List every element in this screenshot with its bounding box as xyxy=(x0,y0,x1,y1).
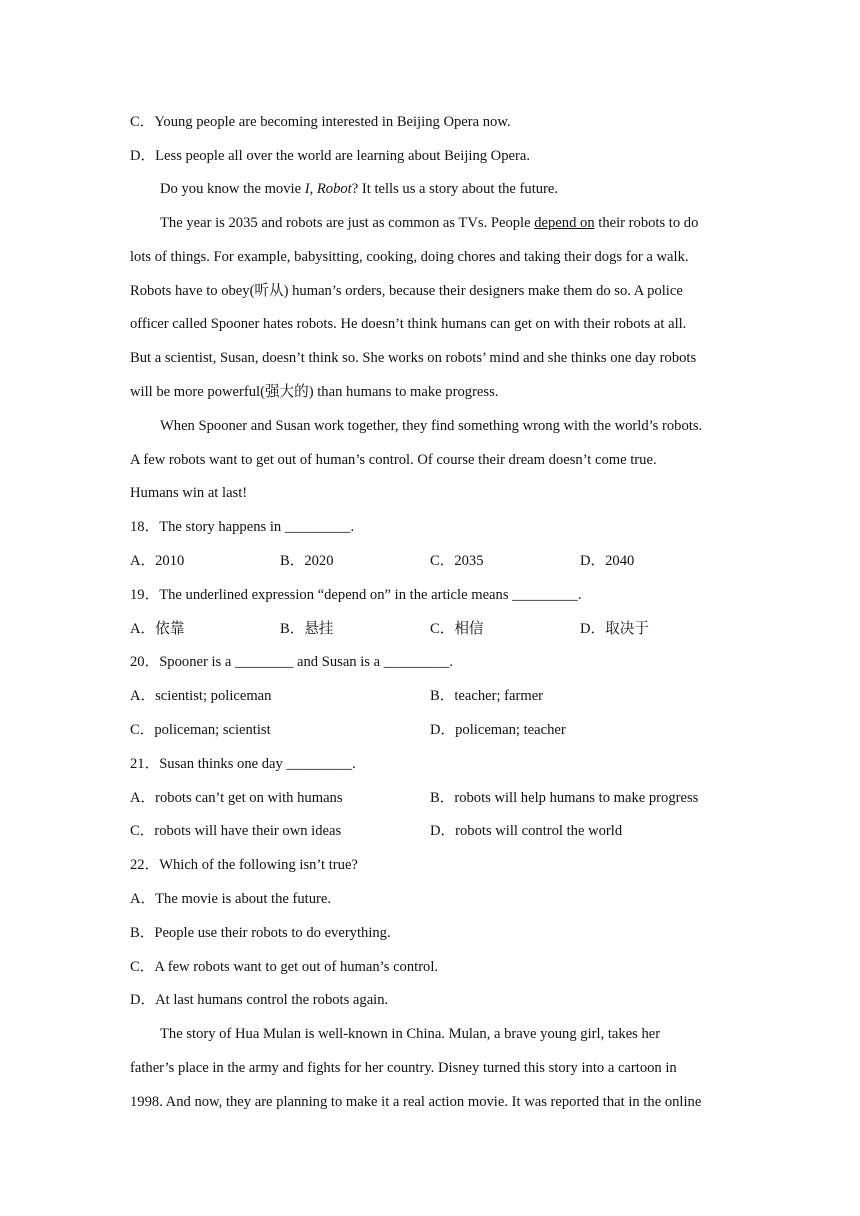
question-22-stem: 22．Which of the following isn’t true? xyxy=(130,857,358,873)
next-passage-line: 1998. And now, they are planning to make it a real action movie. It was reported that in the online xyxy=(130,1094,702,1110)
movie-title: I, Robot xyxy=(304,181,352,197)
q22-option-a[interactable]: A．The movie is about the future. xyxy=(130,891,332,907)
question-19-stem: 19．The underlined expression “depend on” in the article means _________. xyxy=(130,587,582,603)
q21-option-a[interactable]: A．robots can’t get on with humans xyxy=(130,790,343,806)
q20-option-b[interactable]: B．teacher; farmer xyxy=(430,688,544,704)
prev-option-c: C．Young people are becoming interested in Beijing Opera now. xyxy=(130,114,511,130)
q18-option-b[interactable]: B．2020 xyxy=(280,553,334,569)
passage-line: When Spooner and Susan work together, they find something wrong with the world’s robots. xyxy=(160,418,703,434)
q20-option-d[interactable]: D．policeman; teacher xyxy=(430,722,566,738)
question-18-stem: 18．The story happens in _________. xyxy=(130,519,355,535)
question-21-stem: 21．Susan thinks one day _________. xyxy=(130,756,356,772)
q18-option-c[interactable]: C．2035 xyxy=(430,553,484,569)
q19-option-a[interactable]: A．依靠 xyxy=(130,621,185,637)
q22-option-c[interactable]: C．A few robots want to get out of human’s control. xyxy=(130,959,439,975)
q18-option-d[interactable]: D．2040 xyxy=(580,553,635,569)
q19-option-c[interactable]: C．相信 xyxy=(430,621,484,637)
q21-option-c[interactable]: C．robots will have their own ideas xyxy=(130,823,342,839)
underlined-expression: depend on xyxy=(534,215,595,231)
q22-option-b[interactable]: B．People use their robots to do everything. xyxy=(130,925,391,941)
q21-option-d[interactable]: D．robots will control the world xyxy=(430,823,623,839)
q20-option-a[interactable]: A．scientist; policeman xyxy=(130,688,272,704)
passage-line: But a scientist, Susan, doesn’t think so. She works on robots’ mind and she thinks one day robots xyxy=(130,350,697,366)
passage-line: The year is 2035 and robots are just as common as TVs. People depend on their robots to do xyxy=(160,215,699,231)
passage-line: Humans win at last! xyxy=(130,485,248,501)
q18-option-a[interactable]: A．2010 xyxy=(130,553,185,569)
q22-option-d[interactable]: D．At last humans control the robots again. xyxy=(130,992,389,1008)
q19-option-b[interactable]: B．悬挂 xyxy=(280,621,334,637)
next-passage-line: The story of Hua Mulan is well-known in China. Mulan, a brave young girl, takes her xyxy=(160,1026,661,1042)
passage-line: will be more powerful(强大的) than humans to make progress. xyxy=(130,384,499,400)
passage-line: officer called Spooner hates robots. He doesn’t think humans can get on with their robots at all. xyxy=(130,316,687,332)
passage-line: lots of things. For example, babysitting, cooking, doing chores and taking their dogs for a walk. xyxy=(130,249,689,265)
prev-option-d: D．Less people all over the world are learning about Beijing Opera. xyxy=(130,148,530,164)
q21-option-b[interactable]: B．robots will help humans to make progress xyxy=(430,790,699,806)
q20-option-c[interactable]: C．policeman; scientist xyxy=(130,722,271,738)
q19-option-d[interactable]: D．取决于 xyxy=(580,621,649,637)
next-passage-line: father’s place in the army and fights for her country. Disney turned this story into a cartoon in xyxy=(130,1060,677,1076)
passage-line: Robots have to obey(听从) human’s orders, because their designers make them do so. A police xyxy=(130,283,683,299)
passage-intro: Do you know the movie I, Robot? It tells us a story about the future. xyxy=(160,181,559,197)
question-20-stem: 20．Spooner is a ________ and Susan is a _________. xyxy=(130,654,454,670)
passage-line: A few robots want to get out of human’s control. Of course their dream doesn’t come true. xyxy=(130,452,657,468)
